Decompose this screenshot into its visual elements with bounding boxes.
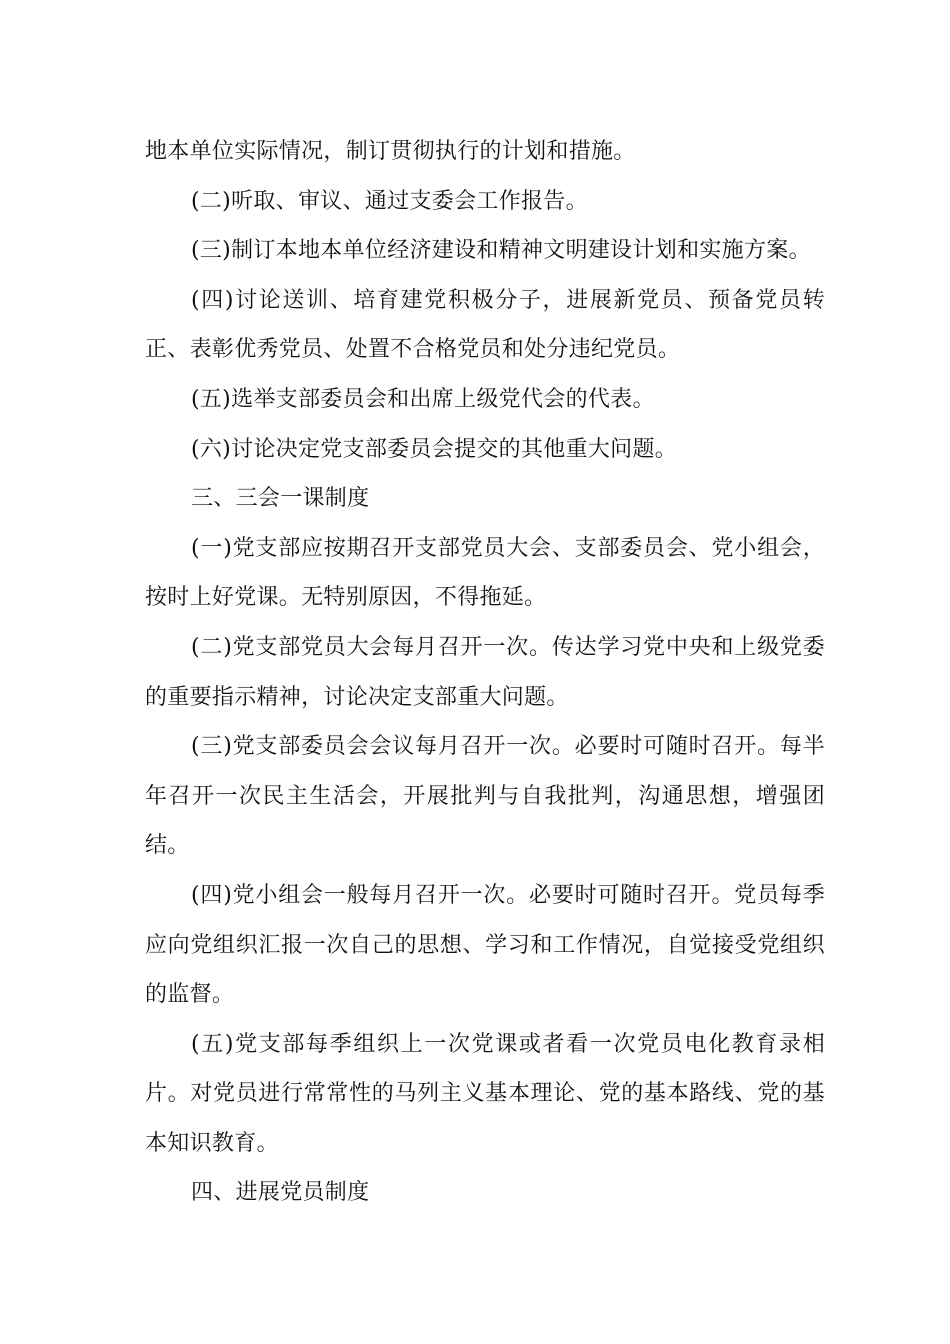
paragraph: (五)选举支部委员会和出席上级党代会的代表。 — [191, 386, 655, 412]
paragraph: (三)党支部委员会会议每月召开一次。必要时可随时召开。每半年召开一次民主生活会，开展批判与自我批判，沟通思想，增强团结。 — [145, 734, 825, 859]
paragraph: (四)党小组会一般每月召开一次。必要时可随时召开。党员每季应向党组织汇报一次自己的思想、学习和工作情况，自觉接受党组织的监督。 — [145, 882, 825, 1008]
section-heading: 四、进展党员制度 — [191, 1180, 370, 1206]
paragraph: (二)党支部党员大会每月召开一次。传达学习党中央和上级党委的重要指示精神，讨论决定支部重大问题。 — [145, 634, 825, 710]
paragraph: (四)讨论送训、培育建党积极分子，进展新党员、预备党员转正、表彰优秀党员、处置不合格党员和处分违纪党员。 — [145, 287, 825, 363]
section-heading: 三、三会一课制度 — [191, 486, 370, 512]
document-body — [145, 127, 825, 1218]
paragraph: (一)党支部应按期召开支部党员大会、支部委员会、党小组会，按时上好党课。无特别原因，不得拖延。 — [145, 535, 825, 611]
paragraph: (六)讨论决定党支部委员会提交的其他重大问题。 — [191, 436, 678, 462]
paragraph: (二)听取、审议、通过支委会工作报告。 — [191, 188, 588, 214]
paragraph: (五)党支部每季组织上一次党课或者看一次党员电化教育录相片。对党员进行常常性的马列主义基本理论、党的基本路线、党的基本知识教育。 — [145, 1031, 825, 1156]
paragraph: (三)制订本地本单位经济建设和精神文明建设计划和实施方案。 — [191, 238, 811, 264]
paragraph: 地本单位实际情况，制订贯彻执行的计划和措施。 — [145, 139, 636, 164]
